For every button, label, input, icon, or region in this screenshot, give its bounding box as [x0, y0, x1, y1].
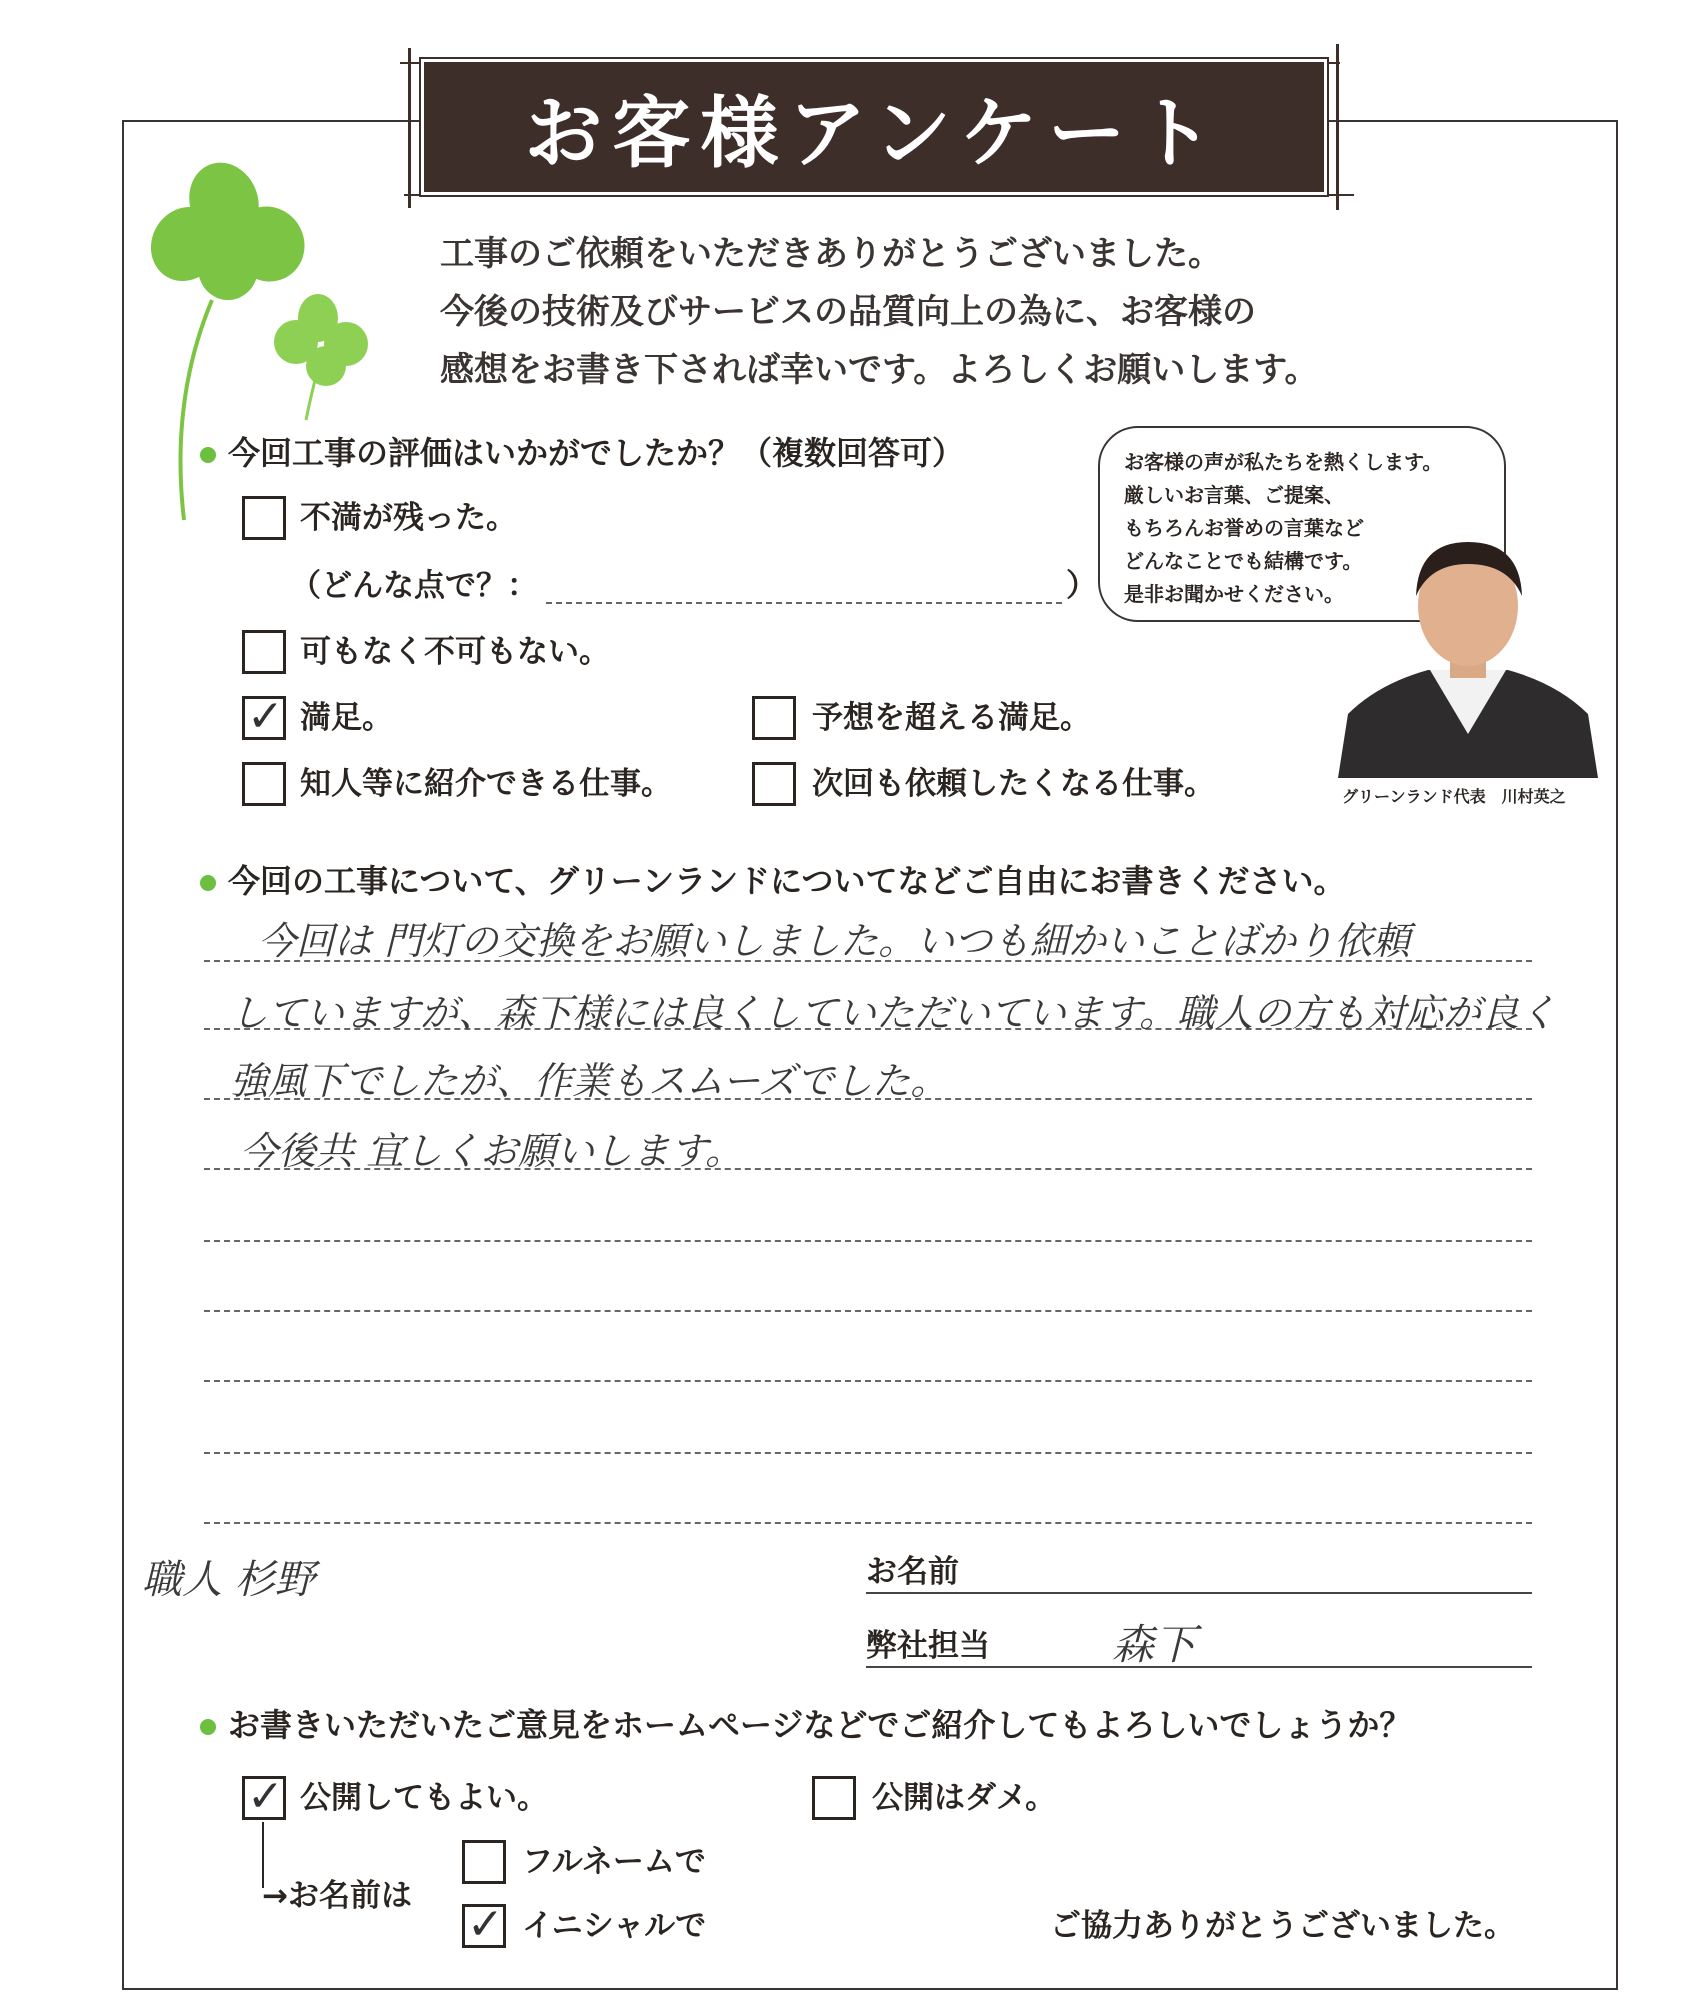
name-line [866, 1592, 1532, 1594]
staff-value[interactable]: 森下 [1112, 1620, 1197, 1669]
checkbox-publish-ok[interactable] [242, 1771, 286, 1822]
checkbox-request-again[interactable] [752, 762, 796, 806]
answer-line[interactable] [204, 1522, 1532, 1524]
name-format-prefix: →お名前は [262, 1878, 412, 1914]
answer-line[interactable] [204, 1240, 1532, 1242]
detail-suffix: ） [1066, 568, 1097, 604]
clover-illustration [140, 140, 400, 540]
staff-label: 弊社担当 [866, 1628, 990, 1664]
option-label: 満足。 [300, 700, 393, 736]
name-label: お名前 [866, 1554, 959, 1590]
detail-line[interactable] [546, 602, 1062, 604]
thanks-message: ご協力ありがとうございました。 [1050, 1908, 1515, 1944]
handwritten-craftsman-note: 職人 杉野 [142, 1557, 315, 1603]
intro-line: 工事のご依頼をいただきありがとうございました。 [440, 234, 1222, 274]
checkbox-referable[interactable] [242, 762, 286, 806]
intro-line: 感想をお書き下されば幸いです。よろしくお願いします。 [440, 350, 1319, 390]
answer-line[interactable] [204, 1380, 1532, 1382]
portrait-caption: グリーンランド代表 川村英之 [1342, 787, 1566, 806]
bubble-line: 厳しいお言葉、ご提案、 [1124, 483, 1344, 507]
option-label: 可もなく不可もない。 [300, 634, 610, 670]
checkbox-fullname[interactable] [462, 1840, 506, 1884]
option-label: 次回も依頼したくなる仕事。 [812, 766, 1215, 802]
handwritten-answer: していますが、森下様には良くしていただいています。職人の方も対応が良く [230, 991, 1557, 1035]
publish-ok-label: 公開してもよい。 [300, 1780, 548, 1816]
checkbox-exceeded[interactable] [752, 696, 796, 740]
bubble-line: もちろんお誉めの言葉など [1124, 516, 1364, 540]
option-label: 予想を超える満足。 [812, 700, 1091, 736]
bullet-icon [200, 1719, 216, 1735]
bubble-line: お客様の声が私たちを熱くします。 [1124, 450, 1443, 474]
question-evaluation: 今回工事の評価はいかがでしたか？（複数回答可） [200, 428, 964, 474]
title-corner-tick [1336, 44, 1339, 210]
option-label: 不満が残った。 [300, 500, 517, 536]
check-mark-icon: ✓ [467, 1899, 504, 1950]
option-label: 知人等に紹介できる仕事。 [300, 766, 672, 802]
question-publish-permission: お書きいただいたご意見をホームページなどでご紹介してもよろしいでしょうか？ [200, 1700, 1411, 1746]
bubble-line: 是非お聞かせください。 [1124, 582, 1344, 606]
handwritten-answer: 今回は 門灯の交換をお願いしました。いつも細かいことばかり依頼 [258, 919, 1411, 963]
page-title: お客様アンケート [424, 62, 1324, 192]
checkbox-dissatisfied[interactable] [242, 496, 286, 540]
publish-ng-label: 公開はダメ。 [872, 1780, 1057, 1816]
check-mark-icon: ✓ [247, 1771, 284, 1822]
title-corner-tick [408, 48, 411, 208]
representative-portrait [1338, 534, 1598, 778]
checkbox-initial[interactable] [462, 1899, 506, 1950]
staff-line [866, 1666, 1532, 1668]
initial-label: イニシャルで [522, 1908, 707, 1944]
detail-prefix: （どんな点で？： [290, 568, 538, 604]
question-free-comment: 今回の工事について、グリーンランドについてなどご自由にお書きください。 [200, 856, 1345, 902]
bubble-line: どんなことでも結構です。 [1124, 549, 1363, 573]
intro-line: 今後の技術及びサービスの品質向上の為に、お客様の [440, 292, 1256, 332]
checkbox-neutral[interactable] [242, 630, 286, 674]
handwritten-answer: 今後共 宜しくお願いします。 [240, 1129, 744, 1173]
bullet-icon [200, 875, 216, 891]
bullet-icon [200, 447, 216, 463]
check-mark-icon: ✓ [247, 691, 284, 742]
handwritten-answer: 強風下でしたが、作業もスムーズでした。 [230, 1059, 949, 1103]
checkbox-satisfied[interactable] [242, 691, 286, 742]
checkbox-publish-ng[interactable] [812, 1776, 856, 1820]
title-corner-tick [404, 194, 1354, 196]
answer-line[interactable] [204, 1452, 1532, 1454]
answer-line[interactable] [204, 1310, 1532, 1312]
fullname-label: フルネームで [522, 1844, 706, 1880]
